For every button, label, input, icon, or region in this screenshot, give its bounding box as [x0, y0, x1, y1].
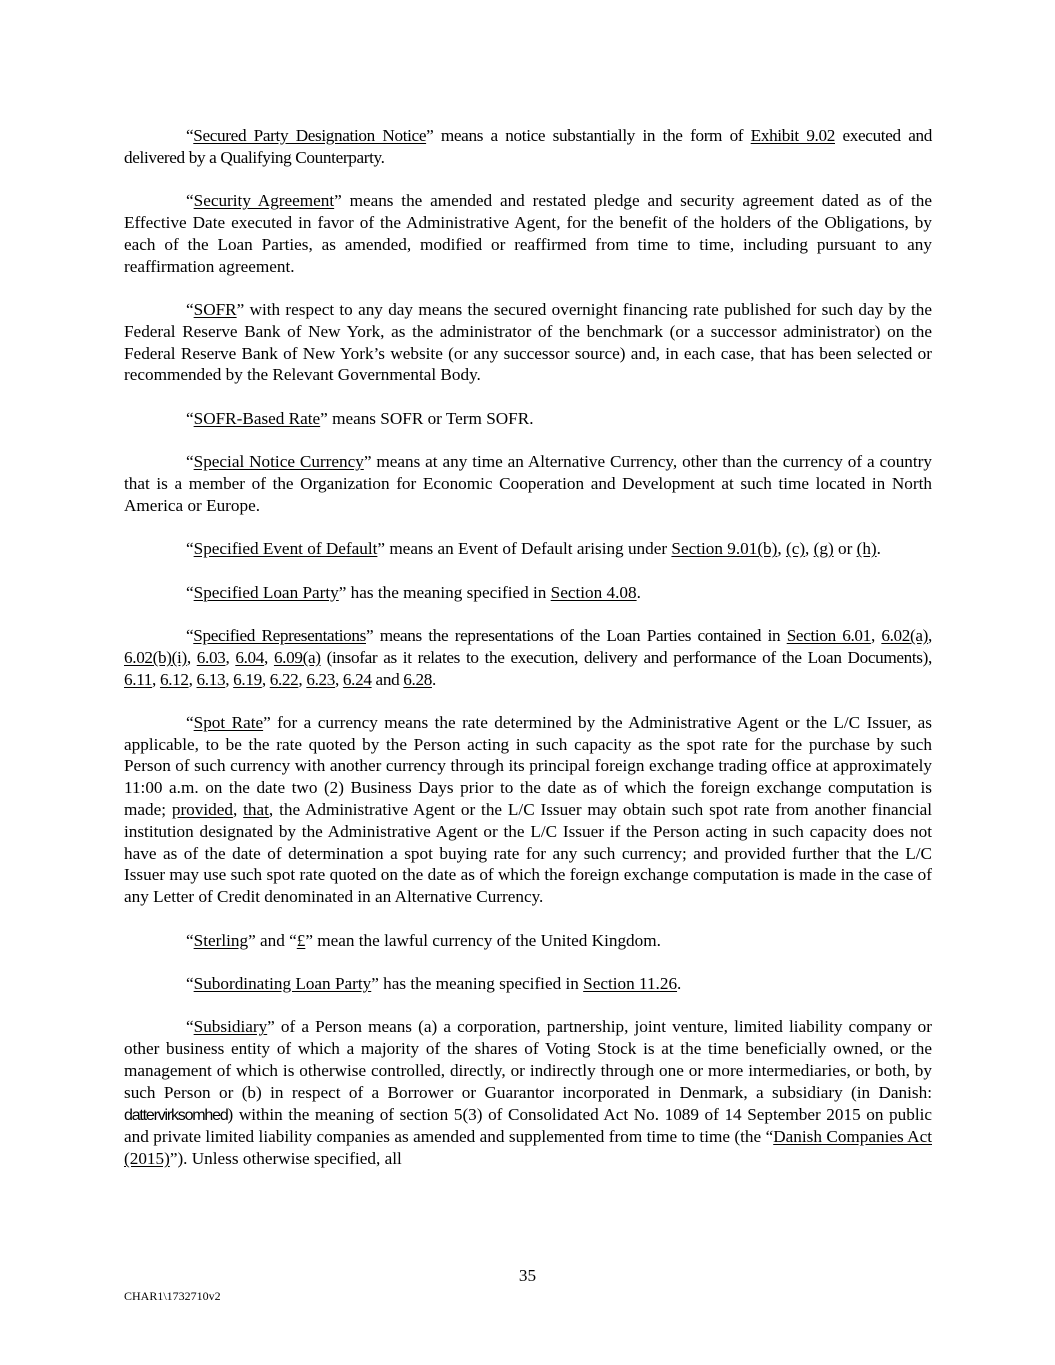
definition-secured-party-designation-notice: “Secured Party Designation Notice” means a notice substantially in the form of Exhibit 9.02 executed and delivered by a Qualifying Counterparty. — [124, 126, 933, 167]
cross-reference: 6.09(a) — [273, 647, 321, 667]
cross-reference: 6.13 — [196, 669, 226, 689]
defined-term: Sterling — [193, 930, 249, 950]
cross-reference: (g) — [813, 539, 834, 559]
page-number: 35 — [518, 1266, 537, 1285]
cross-reference: 6.02(a) — [881, 625, 929, 645]
defined-term: Security Agreement — [193, 191, 335, 211]
proviso-term: that — [243, 800, 269, 820]
cross-reference: 6.19 — [233, 669, 262, 689]
defined-term: Subordinating Loan Party — [193, 974, 372, 994]
cross-reference: Section 9.01(b) — [671, 539, 778, 559]
cross-reference: 6.12 — [159, 669, 189, 689]
definition-spot-rate: “Spot Rate” for a currency means the rate determined by the Administrative Agent or the L/C Issuer, as applicable, to be the rate quoted by the Person acting in such capacity as the spot rate for the purchase by such Person of such currency with another currency through its principal foreign exchange trading office at approximately 11:00 a.m. on the date two (2) Business Days prior to the date as of which the foreign exchange computation is made; provided, that, the Administrative Agent or the L/C Issuer may obtain such spot rate from another financial institution designated by the Administrative Agent or the L/C Issuer if the Person acting in such capacity does not have as of the date of determination a spot buying rate for any such currency; and provided further that the L/C Issuer may use such spot rate quoted on the date as of which the foreign exchange computation is made in the case of any Letter of Credit denominated in an Alternative Currency. — [124, 712, 932, 907]
defined-term: Secured Party Designation Notice — [193, 126, 427, 145]
definition-specified-loan-party: “Specified Loan Party” has the meaning specified in Section 4.08. — [186, 582, 641, 602]
definition-sofr: “SOFR” with respect to any day means the secured overnight financing rate published for such day by the Federal Reserve Bank of New York, as the administrator of the benchmark (or a successor administrator) on the Federal Reserve Bank of New York’s website (or any successor source) and, in each case, that has been selected or recommended by the Relevant Governmental Body. — [124, 299, 932, 385]
cross-reference: Section 6.01 — [786, 625, 871, 645]
definition-security-agreement: “Security Agreement” means the amended and restated pledge and security agreement dated as of the Effective Date executed in favor of the Administrative Agent, for the benefit of the holders of the Obligations, by each of the Loan Parties, as amended, modified or reaffirmed from time to time, including pursuant to any reaffirmation agreement. — [124, 191, 932, 276]
definition-specified-event-of-default: “Specified Event of Default” means an Event of Default arising under Section 9.01(b), (c), (g) or (h). — [186, 539, 881, 559]
definition-specified-representations: “Specified Representations” means the representations of the Loan Parties contained in Section 6.01, 6.02(a), 6.02(b)(i), 6.03, 6.04, 6.09(a) (insofar as it relates to the execution, delivery and performance of the Loan Documents), 6.11, 6.12, 6.13, 6.19, 6.22, 6.23, 6.24 and 6.28. — [124, 625, 932, 689]
cross-reference: 6.23 — [306, 669, 336, 689]
cross-reference: Section 11.26 — [583, 974, 678, 994]
defined-term: Danish Companies Act (2015) — [124, 1127, 932, 1169]
cross-reference: 6.04 — [235, 647, 265, 667]
defined-term: Spot Rate — [193, 712, 264, 732]
cross-reference: 6.11 — [124, 669, 153, 689]
cross-reference: 6.03 — [196, 647, 226, 667]
definition-sterling: “Sterling” and “£” mean the lawful currency of the United Kingdom. — [186, 930, 661, 950]
cross-reference: 6.02(b)(i) — [124, 647, 187, 667]
definition-subordinating-loan-party: “Subordinating Loan Party” has the meaning specified in Section 11.26. — [186, 974, 682, 994]
cross-reference: (c) — [785, 539, 806, 559]
proviso-term: provided — [171, 800, 233, 820]
cross-reference: Exhibit 9.02 — [750, 126, 835, 145]
defined-term: SOFR-Based Rate — [193, 408, 321, 428]
defined-term: Subsidiary — [193, 1017, 268, 1037]
definition-sofr-based-rate: “SOFR-Based Rate” means SOFR or Term SOFR. — [186, 408, 534, 428]
document-body — [124, 125, 932, 1192]
definition-special-notice-currency: “Special Notice Currency” means at any time an Alternative Currency, other than the currency of a country that is a member of the Organization for Economic Cooperation and Development at such time located in North America or Europe. — [124, 452, 932, 515]
definition-subsidiary: “Subsidiary” of a Person means (a) a corporation, partnership, joint venture, limited liability company or other business entity of which a majority of the shares of Voting Stock is at the time beneficially owned, or the management of which is otherwise controlled, directly, or indirectly through one or more intermediaries, or both, by such Person or (b) in respect of a Borrower or Guarantor incorporated in Denmark, a subsidiary (in Danish: dattervirksomhed) within the meaning of section 5(3) of Consolidated Act No. 1089 of 14 September 2015 on public and private limited liability companies as amended and supplemented from time to time (the “Danish Companies Act (2015)”). Unless otherwise specified, all — [124, 1017, 932, 1169]
defined-term: Special Notice Currency — [193, 452, 364, 472]
defined-term: Specified Representations — [193, 625, 367, 645]
cross-reference: 6.24 — [342, 669, 372, 689]
defined-term: SOFR — [193, 299, 237, 319]
cross-reference: Section 4.08 — [550, 582, 637, 602]
danish-term: dattervirksomhed — [124, 1106, 228, 1124]
cross-reference: 6.22 — [269, 669, 299, 689]
document-id: CHAR1\1732710v2 — [124, 1289, 221, 1303]
cross-reference: 6.28 — [403, 669, 432, 689]
defined-term: Specified Loan Party — [193, 582, 339, 602]
cross-reference: (h) — [856, 539, 877, 559]
defined-term: Specified Event of Default — [193, 539, 378, 559]
defined-term: £ — [296, 930, 306, 950]
